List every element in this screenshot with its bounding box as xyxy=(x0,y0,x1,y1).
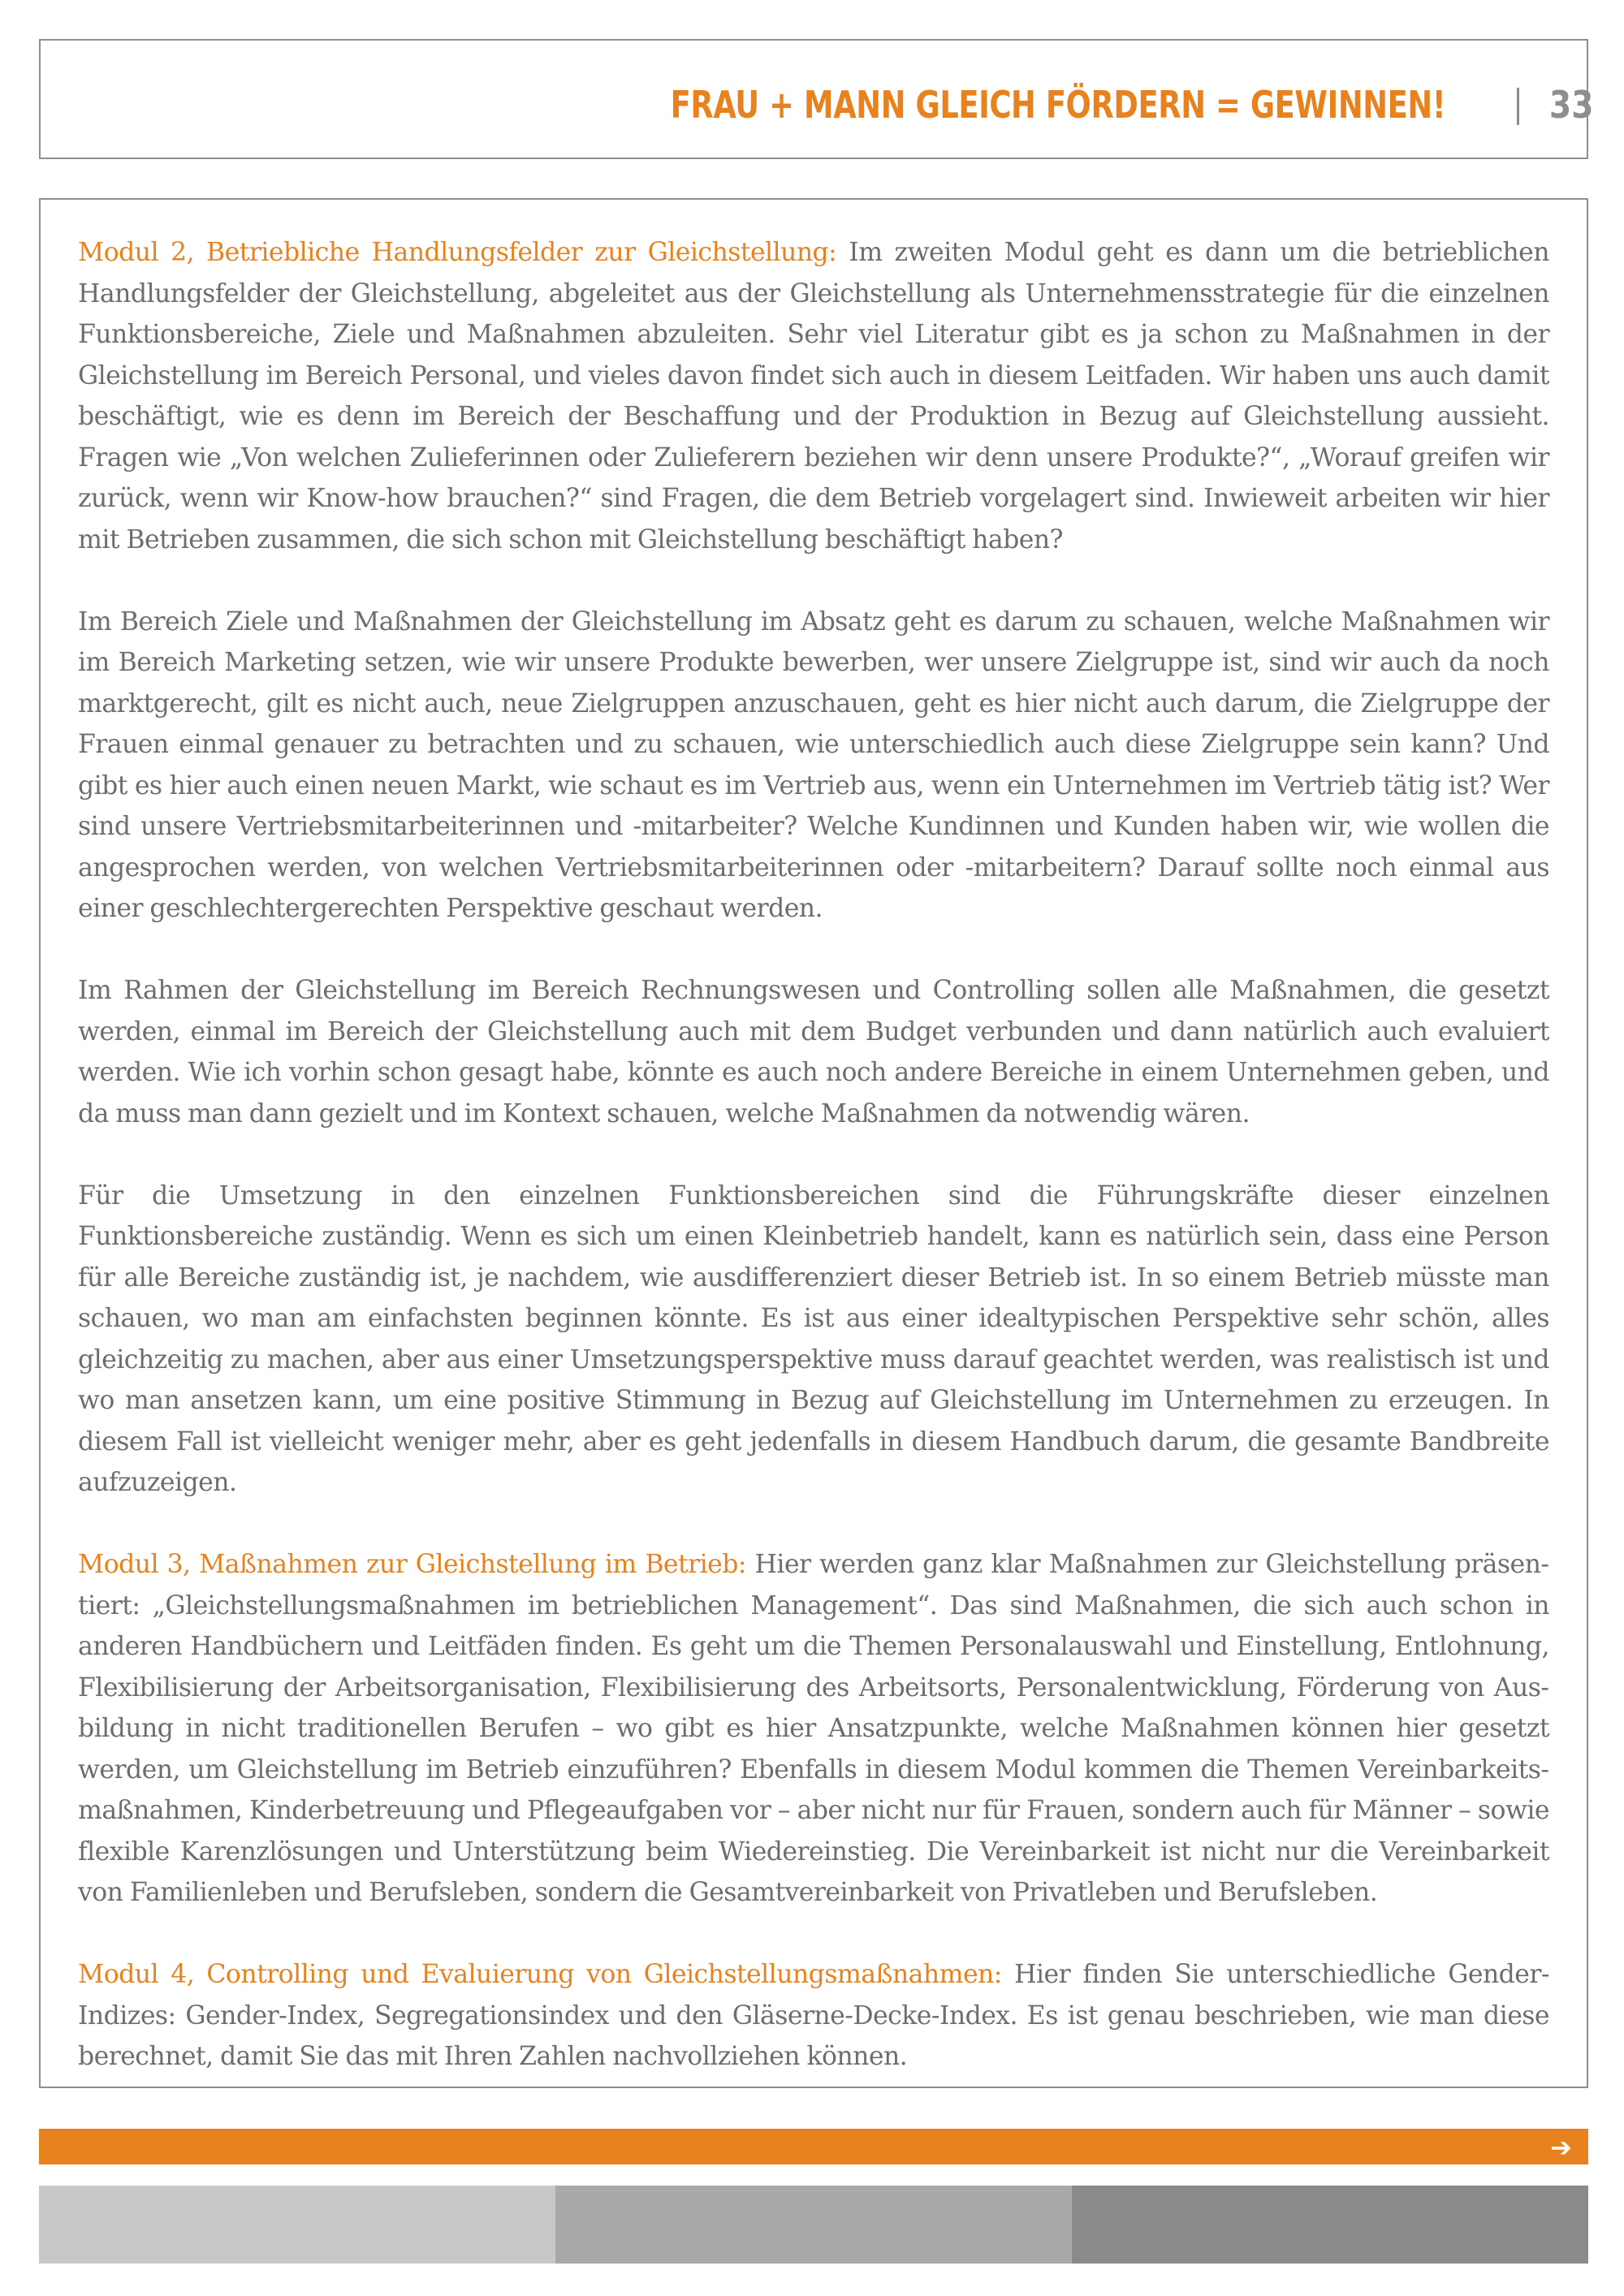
paragraph-text: Im zweiten Modul geht es dann um die betrieblichen Handlungsfelder der Gleichstellung, abgeleitet aus der Gleichstellung als Unternehmensstrategie für die einzelnen Funktionsbereiche, Ziele und Maßnahmen abzuleiten. Sehr viel Literatur gibt es ja schon zu Maßnahmen in der Gleichstellung im Bereich Personal, und vieles davon findet sich auch in diesem Leitfaden. Wir haben uns auch damit beschäftigt, wie es denn im Bereich der Beschaffung und der Produktion in Bezug auf Gleichstellung aussieht. Fragen wie „Von welchen Zulieferinnen oder Zulieferern beziehen wir denn unsere Produkte?“, „Worauf greifen wir zurück, wenn wir Know-how brauchen?“ sind Fragen, die dem Betrieb vorgelagert sind. Inwieweit arbeiten wir hier mit Betrieben zusammen, die sich schon mit Gleichstellung beschäftigt haben? xyxy=(78,238,1549,555)
paragraph-text: Im Bereich Ziele und Maßnahmen der Gleichstellung im Absatz geht es darum zu schauen, welche Maßnahmen wir im Bereich Marketing setzen, wie wir unsere Produkte bewerben, wer unsere Zielgruppe ist, sind wir auch da noch marktgerecht, gilt es nicht auch, neue Zielgruppen anzuschauen, geht es hier nicht auch darum, die Zielgruppe der Frauen einmal genauer zu betrachten und zu schauen, wie unterschiedlich auch diese Zielgruppe sein kann? Und gibt es hier auch einen neuen Markt, wie schaut es im Vertrieb aus, wenn ein Unternehmen im Vertrieb tätig ist? Wer sind unsere Vertriebsmitarbeiterinnen und -mitarbeiter? Welche Kundinnen und Kunden haben wir, wie wollen die angesprochen werden, von welchen Vertriebsmitarbeiterinnen oder -mitarbeitern? Darauf sollte noch einmal aus einer geschlechtergerechten Perspektive geschaut werden. xyxy=(78,606,1549,923)
content-box xyxy=(39,198,1588,2088)
arrow-right-icon[interactable]: ➔ xyxy=(1550,2132,1572,2163)
paragraph-lead: Modul 3, Maßnahmen zur Gleichstellung im Betrieb: xyxy=(78,1550,746,1579)
paragraph-text: Für die Umsetzung in den einzelnen Funktionsbereichen sind die Führungskräfte dieser einzelnen Funktionsbereiche zuständig. Wenn es sich um einen Kleinbetrieb handelt, kann es natürlich sein, dass eine Person für alle Bereiche zuständig ist, je nachdem, wie ausdifferenziert dieser Betrieb ist. In so einem Betrieb müsste man schauen, wo man am einfachsten beginnen könnte. Es ist aus einer idealtypischen Perspektive sehr schön, alles gleichzeitig zu machen, aber aus einer Umsetzungsperspektive muss darauf geachtet werden, was realistisch ist und wo man ansetzen kann, um eine positive Stimmung in Bezug auf Gleichstellung im Unternehmen zu erzeugen. In diesem Fall ist vielleicht weniger mehr, aber es geht jedenfalls in diesem Handbuch darum, die gesamte Bandbreite aufzuzeigen. xyxy=(78,1180,1549,1497)
paragraph-umsetzung xyxy=(78,1176,1549,1504)
paragraph-modul-2 xyxy=(78,232,1549,560)
footer-strip-medium xyxy=(555,2186,1072,2264)
paragraph-modul-3 xyxy=(78,1544,1549,1914)
paragraph-lead: Modul 2, Betriebliche Handlungsfelder zur Gleichstellung: xyxy=(78,238,837,267)
footer-orange-bar xyxy=(39,2129,1588,2164)
paragraph-text: Hier finden Sie unterschiedliche Gender-Indizes: Gender-Index, Segregationsindex und den Gläserne-Decke-Index. Es ist genau beschrieben, wie man diese berechnet, damit Sie das mit Ihren Zahlen nachvollziehen können. xyxy=(78,1960,1549,2071)
document-title: FRAU + MANN GLEICH FÖRDERN = GEWINNEN! xyxy=(670,83,1445,127)
paragraph-text: Hier werden ganz klar Maßnahmen zur Gleichstellung präsentiert: „Gleichstellungsmaßnahmen im betrieblichen Management“. Das sind Maßnahmen, die sich auch schon in anderen Handbüchern und Leitfäden finden. Es geht um die Themen Personalauswahl und Einstellung, Entlohnung, Flexibilisierung der Arbeitsorganisation, Flexibilisierung des Arbeitsorts, Personalentwicklung, Förderung von Ausbildung in nicht traditionellen Berufen – wo gibt es hier Ansatzpunkte, welche Maßnahmen können hier gesetzt werden, um Gleichstellung im Betrieb einzuführen? Ebenfalls in diesem Modul kommen die Themen Vereinbarkeitsmaßnahmen, Kinderbetreuung und Pflegeaufgaben vor – aber nicht nur für Frauen, sondern auch für Männer – sowie flexible Karenzlösungen und Unterstützung beim Wiedereinstieg. Die Vereinbarkeit ist nicht nur die Vereinbarkeit von Familienleben und Berufsleben, sondern die Gesamtvereinbarkeit von Privatleben und Berufsleben. xyxy=(78,1550,1549,1907)
paragraph-lead: Modul 4, Controlling und Evaluierung von Gleichstellungsmaßnahmen: xyxy=(78,1960,1002,1989)
footer-strip-dark xyxy=(1072,2186,1588,2264)
paragraph-rechnungswesen xyxy=(78,970,1549,1134)
page-header xyxy=(39,39,1594,159)
paragraph-absatz xyxy=(78,602,1549,930)
header-divider xyxy=(1517,88,1519,125)
paragraph-modul-4 xyxy=(78,1954,1549,2078)
paragraph-text: Im Rahmen der Gleichstellung im Bereich Rechnungswesen und Controlling sollen alle Maßnahmen, die gesetzt werden, einmal im Bereich der Gleichstellung auch mit dem Budget verbunden und dann natürlich auch evaluiert werden. Wie ich vorhin schon gesagt habe, könnte es auch noch andere Bereiche in einem Unternehmen geben, und da muss man dann gezielt und im Kontext schauen, welche Maßnahmen da notwendig wären. xyxy=(78,976,1549,1129)
footer-strip-light xyxy=(39,2186,555,2264)
page-number: 33 xyxy=(1549,83,1594,127)
